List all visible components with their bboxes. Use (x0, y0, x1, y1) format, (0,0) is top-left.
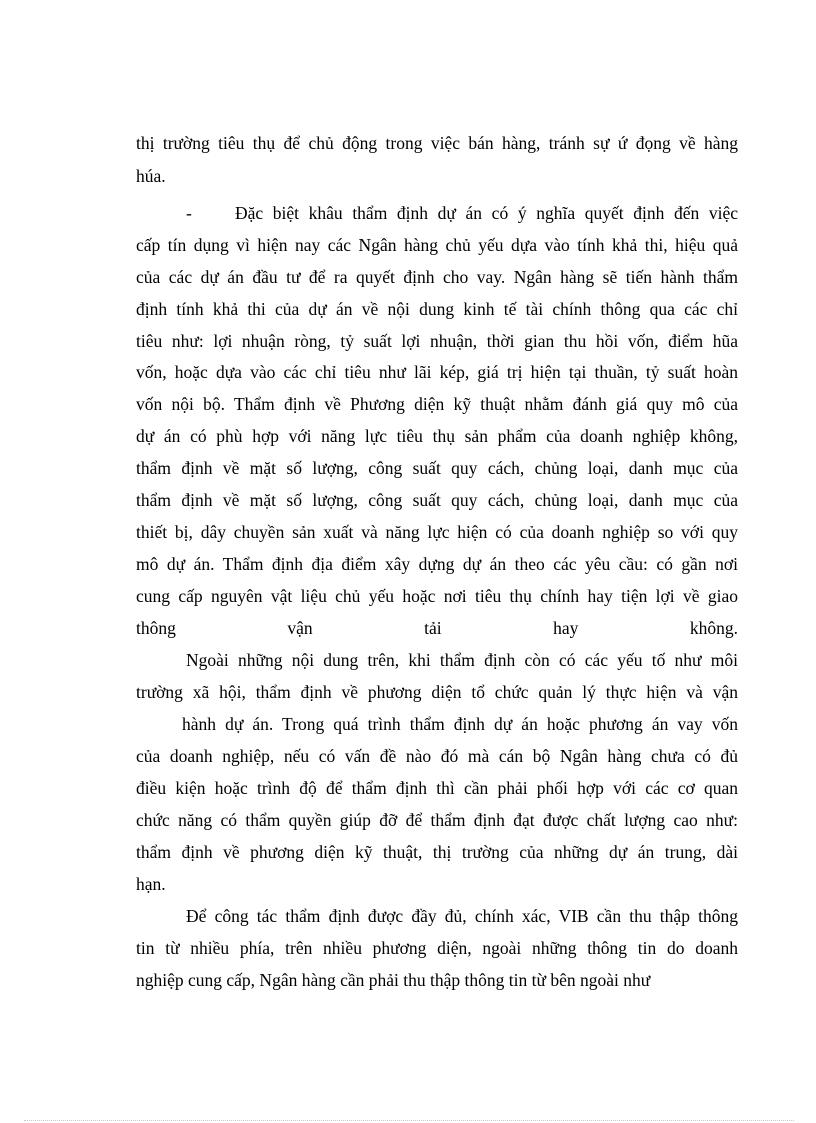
paragraph-line: Ngoài những nội dung trên, khi thẩm định còn có các yếu tố như môi (186, 650, 738, 670)
bullet-marker: - (186, 203, 192, 223)
paragraph-line: thiết bị, dây chuyền sản xuất và năng lực hiện có của doanh nghiệp so với quy (136, 522, 738, 542)
paragraph-line: của doanh nghiệp, nếu có vấn đề nào đó mà cán bộ Ngân hàng chưa có đủ (136, 746, 738, 766)
paragraph-line: vốn nội bộ. Thẩm định về Phương diện kỹ thuật nhằm đánh giá quy mô của (136, 394, 738, 414)
paragraph-line: nghiệp cung cấp, Ngân hàng cần phải thu thập thông tin từ bên ngoài như (136, 970, 651, 990)
paragraph-line: húa. (136, 166, 166, 186)
paragraph-line: trường xã hội, thẩm định về phương diện tổ chức quản lý thực hiện và vận (136, 682, 738, 702)
paragraph-line: Để công tác thẩm định được đầy đủ, chính xác, VIB cần thu thập thông (186, 906, 738, 926)
paragraph-line: của các dự án đầu tư để ra quyết định cho vay. Ngân hàng sẽ tiến hành thẩm (136, 267, 738, 287)
paragraph-line: thẩm định về mặt số lượng, công suất quy cách, chủng loại, danh mục của (136, 490, 738, 510)
paragraph-line: thẩm định về phương diện kỹ thuật, thị trường của những dự án trung, dài (136, 842, 738, 862)
paragraph-line: thị trường tiêu thụ để chủ động trong việc bán hàng, tránh sự ứ đọng về hàng (136, 133, 738, 153)
paragraph-line: hạn. (136, 874, 166, 894)
paragraph-line: định tính khả thi của dự án về nội dung kinh tế tài chính thông qua các chỉ (136, 299, 738, 319)
paragraph-line: tiêu như: lợi nhuận ròng, tỷ suất lợi nhuận, thời gian thu hồi vốn, điểm hũa (136, 331, 738, 351)
paragraph-line: dự án có phù hợp với năng lực tiêu thụ sản phẩm của doanh nghiệp không, (136, 426, 738, 446)
bullet-text: Đặc biệt khâu thẩm định dự án có ý nghĩa quyết định đến việc (235, 203, 738, 223)
paragraph-line: chức năng có thẩm quyền giúp đỡ để thẩm định đạt được chất lượng cao như: (136, 810, 738, 830)
paragraph-line: thông vận tải hay không. (136, 618, 738, 638)
paragraph-line: hành dự án. Trong quá trình thẩm định dự án hoặc phương án vay vốn (182, 714, 738, 734)
paragraph-line: cấp tín dụng vì hiện nay các Ngân hàng chủ yếu dựa vào tính khả thi, hiệu quả (136, 235, 738, 255)
paragraph-line: vốn, hoặc dựa vào các chỉ tiêu như lãi kép, giá trị hiện tại thuần, tỷ suất hoàn (136, 362, 738, 382)
paragraph-line: cung cấp nguyên vật liệu chủ yếu hoặc nơi tiêu thụ chính hay tiện lợi về giao (136, 586, 738, 606)
paragraph-line: mô dự án. Thẩm định địa điểm xây dựng dự án theo các yêu cầu: có gần nơi (136, 554, 738, 574)
paragraph-line: tin từ nhiều phía, trên nhiều phương diện, ngoài những thông tin do doanh (136, 938, 738, 958)
paragraph-line: thẩm định về mặt số lượng, công suất quy cách, chủng loại, danh mục của (136, 458, 738, 478)
page-bottom-rule (24, 1120, 794, 1121)
paragraph-line: điều kiện hoặc trình độ để thẩm định thì cần phải phối hợp với các cơ quan (136, 778, 738, 798)
